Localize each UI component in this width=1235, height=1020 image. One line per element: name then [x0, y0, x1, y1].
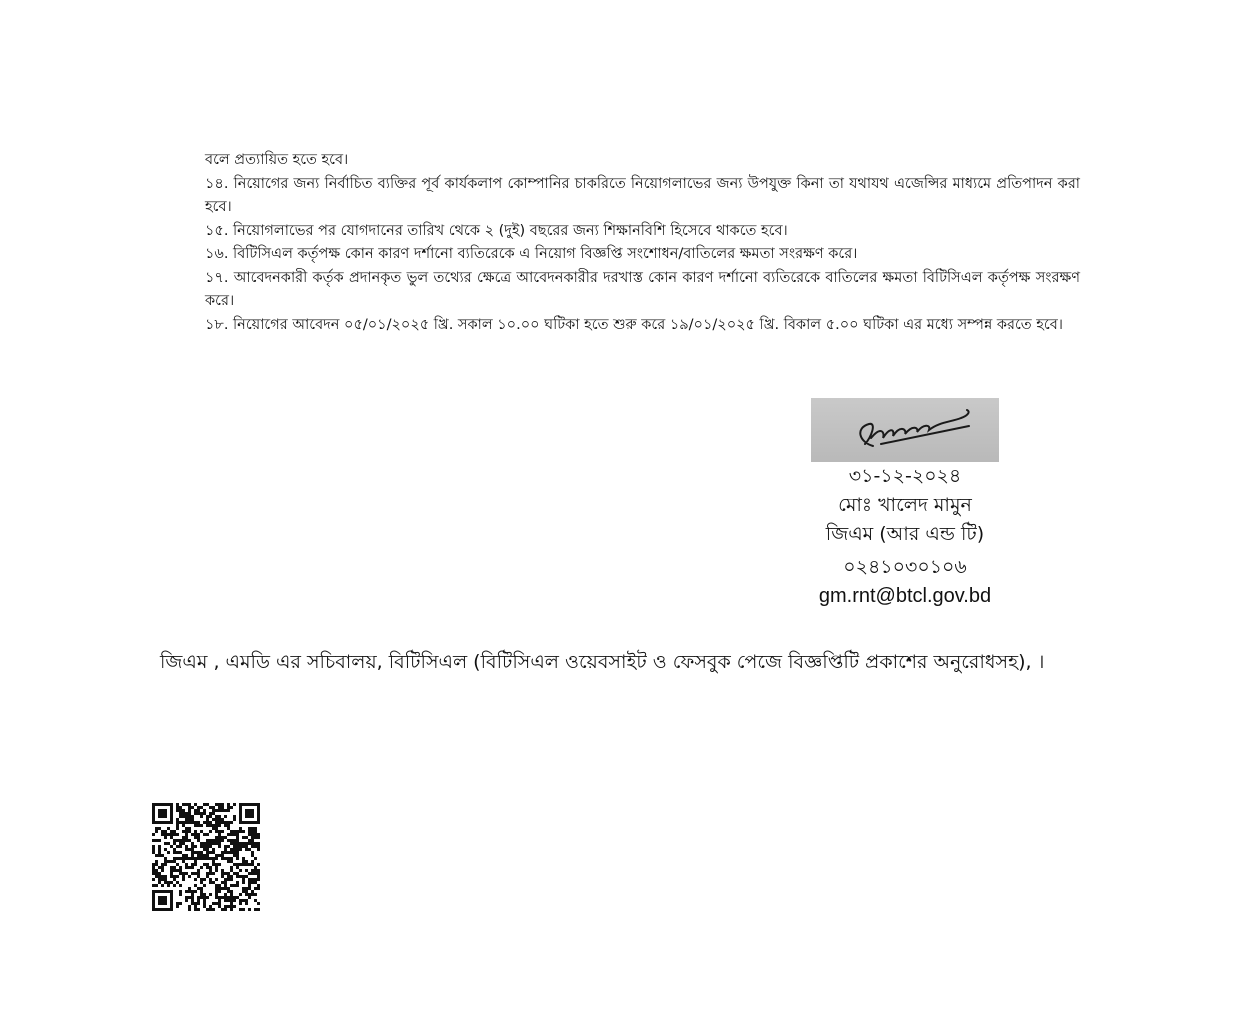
clause-17: ১৭. আবেদনকারী কর্তৃক প্রদানকৃত ভুল তথ্যের ক্ষেত্রে আবেদনকারীর দরখাস্ত কোন কারণ দর্শানো ব্যতিরেকে বাতিলের ক্ষমতা বিটিসিএল কর্তৃপক্ষ সংরক্ষণ করে।	[205, 269, 1080, 309]
signature-image	[811, 398, 999, 462]
signatory-phone: ০২৪১০৩০১০৬	[843, 556, 967, 578]
clause-14: ১৪. নিয়োগের জন্য নির্বাচিত ব্যক্তির পূর্ব কার্যকলাপ কোম্পানির চাকরিতে নিয়োগলাভের জন্য উপযুক্ত কিনা তা যথাযথ এজেন্সির মাধ্যমে প্রতিপাদন করা হবে।	[205, 175, 1080, 215]
clause-15: ১৫. নিয়োগলাভের পর যোগদানের তারিখ থেকে ২ (দুই) বছরের জন্য শিক্ষানবিশি হিসেবে থাকতে হবে।	[205, 222, 788, 239]
signatory-name: মোঃ খালেদ মামুন	[838, 494, 972, 516]
signatory-email[interactable]: gm.rnt@btcl.gov.bd	[818, 585, 992, 607]
clause-16: ১৬. বিটিসিএল কর্তৃপক্ষ কোন কারণ দর্শানো ব্যতিরেকে এ নিয়োগ বিজ্ঞপ্তি সংশোধন/বাতিলের ক্ষমতা সংরক্ষণ করে।	[205, 246, 858, 262]
clauses-list	[205, 149, 1080, 337]
copy-to-line: জিএম , এমডি এর সচিবালয়, বিটিসিএল (বিটিসিএল ওয়েবসাইট ও ফেসবুক পেজে বিজ্ঞপ্তিটি প্রকাশের অনুরোধসহ), ।	[160, 651, 1045, 673]
clause-18: ১৮. নিয়োগের আবেদন ০৫/০১/২০২৫ খ্রি. সকাল ১০.০০ ঘটিকা হতে শুরু করে ১৯/০১/২০২৫ খ্রি. বিকাল ৫.০০ ঘটিকা এর মধ্যে সম্পন্ন করতে হবে।	[205, 316, 1063, 333]
clause-13-tail: বলে প্রত্যায়িত হতে হবে।	[205, 152, 349, 168]
signature-date: ৩১-১২-২০২৪	[848, 465, 962, 487]
qr-code	[152, 803, 260, 911]
signature-block	[795, 398, 1015, 611]
signatory-designation: জিএম (আর এন্ড টি)	[825, 523, 985, 545]
